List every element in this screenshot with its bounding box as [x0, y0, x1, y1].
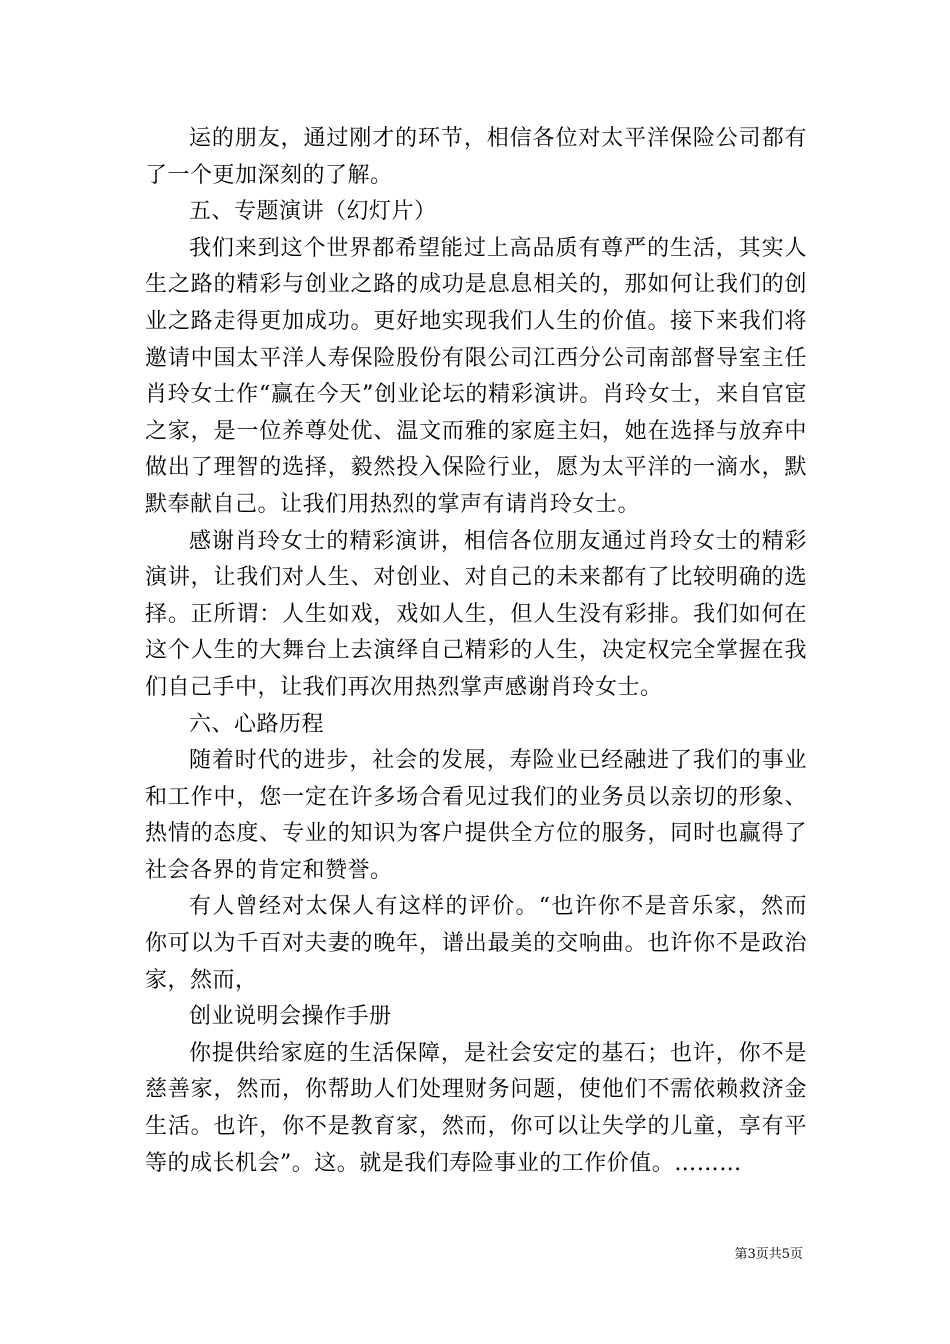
section-heading-6: 六、心路历程 — [189, 711, 325, 737]
document-body — [145, 121, 807, 1182]
paragraph-3: 我们来到这个世界都希望能过上高品质有尊严的生活，其实人生之路的精彩与创业之路的成功是息息相关的，那如何让我们的创业之路走得更加成功。更好地实现我们人生的价值。接下来我们将邀请中国太平洋人寿保险股份有限公司江西分公司南部督导室主任肖玲女士作“赢在今天”创业论坛的精彩演讲。肖玲女士，来自官宦之家，是一位养尊处优、温文而雅的家庭主妇，她在选择与放弃中做出了理智的选择，毅然投入保险行业，愿为太平洋的一滴水，默默奉献自己。让我们用热烈的掌声有请肖玲女士。 — [145, 235, 807, 517]
paragraph-6: 随着时代的进步，社会的发展，寿险业已经融进了我们的事业和工作中，您一定在许多场合看见过我们的业务员以亲切的形象、热情的态度、专业的知识为客户提供全方位的服务，同时也赢得了社会各界的肯定和赞誉。 — [145, 748, 807, 883]
paragraph-7: 有人曾经对太保人有这样的评价。“也许你不是音乐家，然而你可以为千百对夫妻的晚年，谱出最美的交响曲。也许你不是政治家，然而， — [145, 894, 807, 993]
paragraph-4: 感谢肖玲女士的精彩演讲，相信各位朋友通过肖玲女士的精彩演讲，让我们对人生、对创业、对自己的未来都有了比较明确的选择。正所谓：人生如戏，戏如人生，但人生没有彩排。我们如何在这个人生的大舞台上去演绎自己精彩的人生，决定权完全掌握在我们自己手中，让我们再次用热烈掌声感谢肖玲女士。 — [145, 528, 807, 700]
paragraph-9: 你提供给家庭的生活保障，是社会安定的基石；也许，你不是慈善家，然而，你帮助人们处理财务问题，使他们不需依赖救济金生活。也许，你不是教育家，然而，你可以让失学的儿童，享有平等的成长机会”。这。就是我们寿险事业的工作价值。……… — [145, 1040, 807, 1176]
paragraph-1: 运的朋友，通过刚才的环节，相信各位对太平洋保险公司都有了一个更加深刻的了解。 — [145, 126, 807, 188]
page-number: 第3页共5页 — [734, 1247, 803, 1262]
manual-title-line: 创业说明会操作手册 — [189, 1004, 392, 1030]
section-heading-5: 五、专题演讲（幻灯片） — [189, 199, 437, 225]
